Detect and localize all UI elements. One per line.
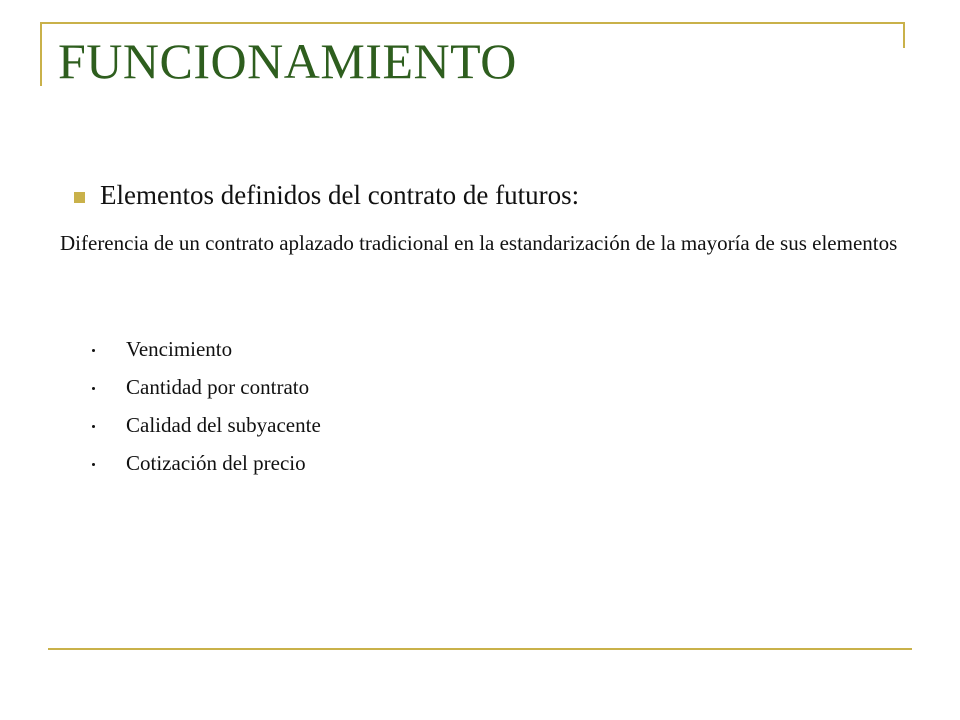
dot-bullet-icon	[92, 349, 95, 352]
sub-bullet-text: Cantidad por contrato	[126, 374, 310, 399]
top-rule	[40, 22, 905, 24]
top-rule-left-tick	[40, 22, 42, 86]
top-rule-right-tick	[903, 22, 905, 48]
description-text: Diferencia de un contrato aplazado tradicional en la estandarización de la mayoría de sus elementos	[60, 231, 898, 255]
dot-bullet-icon	[92, 387, 95, 390]
dot-bullet-icon	[92, 425, 95, 428]
sub-bullet-item	[92, 444, 321, 482]
sub-bullet-text: Vencimiento	[126, 336, 233, 361]
dot-bullet-icon	[92, 463, 95, 466]
slide-title: FUNCIONAMIENTO	[58, 33, 517, 89]
main-bullet-item	[74, 180, 579, 211]
sub-bullet-text: Cotización del precio	[126, 450, 306, 475]
sub-bullet-item	[92, 406, 321, 444]
main-bullet-text: Elementos definidos del contrato de futuros:	[100, 180, 580, 210]
sub-bullet-text: Calidad del subyacente	[126, 412, 321, 437]
square-bullet-icon	[74, 192, 85, 203]
bottom-rule	[48, 648, 912, 650]
sub-bullet-item	[92, 368, 321, 406]
sub-bullet-list	[92, 330, 321, 482]
sub-bullet-item	[92, 330, 321, 368]
